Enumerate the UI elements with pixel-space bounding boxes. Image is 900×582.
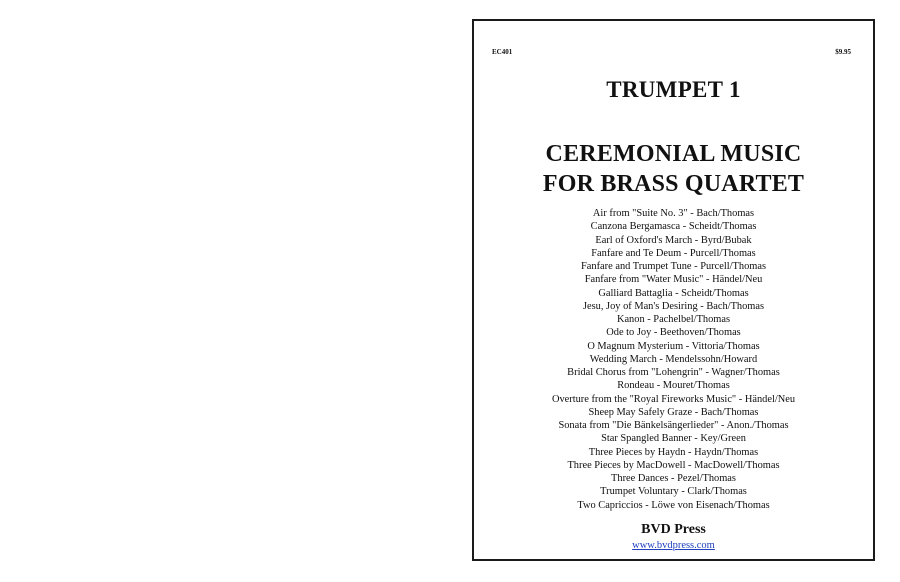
score-cover bbox=[472, 19, 875, 561]
contents-item: Three Dances - Pezel/Thomas bbox=[611, 473, 736, 484]
contents-item: Three Pieces by Haydn - Haydn/Thomas bbox=[588, 446, 759, 458]
contents-item: Earl of Oxford's March - Byrd/Bubak bbox=[595, 234, 752, 246]
collection-title-line-1: CEREMONIAL MUSIC bbox=[545, 141, 802, 167]
contents-item: Sonata from "Die Bänkelsängerlieder" - Anon./Thomas bbox=[558, 420, 789, 431]
contents-item: Sheep May Safely Graze - Bach/Thomas bbox=[588, 406, 759, 418]
contents-list bbox=[474, 207, 873, 512]
collection-title-line-2: FOR BRASS QUARTET bbox=[542, 171, 805, 197]
price: $9.95 bbox=[835, 48, 851, 56]
contents-item: Rondeau - Mouret/Thomas bbox=[617, 380, 730, 392]
contents-item: Galliard Battaglia - Scheidt/Thomas bbox=[598, 287, 749, 299]
contents-item: Canzona Bergamasca - Scheidt/Thomas bbox=[590, 221, 757, 233]
contents-item: Star Spangled Banner - Key/Green bbox=[601, 433, 746, 445]
contents-item: Overture from the "Royal Fireworks Music" - Händel/Neu bbox=[551, 393, 796, 405]
contents-item: Fanfare from "Water Music" - Händel/Neu bbox=[584, 274, 763, 286]
contents-item: Bridal Chorus from "Lohengrin" - Wagner/Thomas bbox=[567, 367, 780, 378]
contents-item: O Magnum Mysterium - Vittoria/Thomas bbox=[587, 340, 760, 352]
catalog-code: EC401 bbox=[492, 48, 513, 56]
contents-item: Wedding March - Mendelssohn/Howard bbox=[589, 353, 758, 365]
part-title: TRUMPET 1 bbox=[606, 77, 741, 102]
contents-item: Kanon - Pachelbel/Thomas bbox=[616, 314, 731, 325]
contents-item: Trumpet Voluntary - Clark/Thomas bbox=[600, 486, 747, 498]
contents-item: Air from "Suite No. 3" - Bach/Thomas bbox=[592, 208, 755, 219]
publisher-website-link[interactable]: www.bvdpress.com bbox=[632, 540, 715, 551]
contents-item: Fanfare and Te Deum - Purcell/Thomas bbox=[591, 247, 756, 259]
contents-item: Fanfare and Trumpet Tune - Purcell/Thomas bbox=[581, 261, 766, 272]
contents-item: Three Pieces by MacDowell - MacDowell/Thomas bbox=[567, 459, 780, 471]
contents-item: Ode to Joy - Beethoven/Thomas bbox=[606, 327, 741, 339]
contents-item: Jesu, Joy of Man's Desiring - Bach/Thomas bbox=[582, 300, 765, 312]
publisher-name: BVD Press bbox=[641, 522, 706, 537]
contents-item: Two Capriccios - Löwe von Eisenach/Thomas bbox=[577, 499, 770, 511]
